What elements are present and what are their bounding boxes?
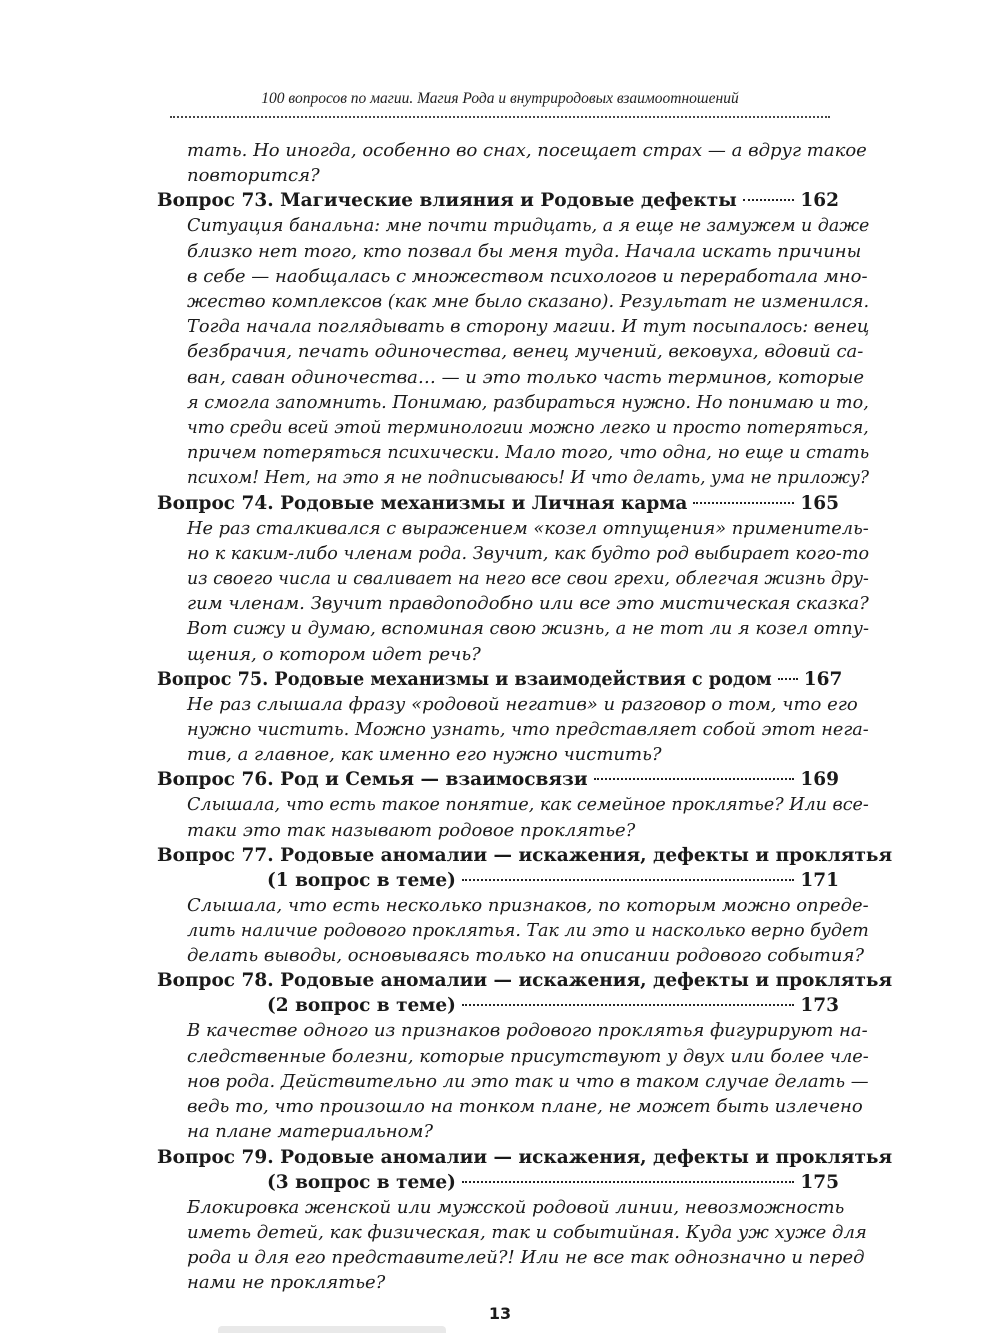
- toc-entry[interactable]: [157, 1145, 893, 1296]
- toc-page-number: 171: [800, 869, 839, 891]
- toc-entry[interactable]: [157, 843, 893, 969]
- desc-line: ведь то, что произошло на тонком плане, не может быть излечено: [187, 1096, 863, 1118]
- toc-leader-dots: [594, 778, 795, 780]
- desc-line: рода и для его представителей?! Или не все так однозначно и перед: [187, 1246, 865, 1268]
- desc-line: иметь детей, как физическая, так и событийная. Куда уж хуже для: [187, 1221, 867, 1243]
- toc-entry-subtitle-line[interactable]: [157, 868, 839, 893]
- toc-entry-subtitle: (2 вопрос в теме): [267, 995, 456, 1017]
- desc-line: тать. Но иногда, особенно во снах, посещает страх — а вдруг такое: [187, 140, 867, 161]
- toc-entry[interactable]: [157, 667, 869, 768]
- toc-entry-description: [157, 893, 869, 969]
- desc-line: В качестве одного из признаков родового проклятья фигурируют на-: [187, 1020, 868, 1042]
- toc-entry-title: Вопрос 77. Родовые аномалии — искажения, дефекты и проклятья: [157, 844, 893, 866]
- desc-line: близко нет того, кто позвал бы меня туда. Начала искать причины: [187, 240, 862, 262]
- desc-line: нами не проклятье?: [187, 1272, 386, 1294]
- header-dotted-rule: [170, 116, 830, 118]
- toc-entry-title: Вопрос 78. Родовые аномалии — искажения, дефекты и проклятья: [157, 970, 893, 992]
- desc-line: Слышала, что есть несколько признаков, по которым можно опреде-: [187, 894, 869, 916]
- toc-entry-subtitle: (3 вопрос в теме): [267, 1171, 456, 1193]
- toc-entry-description: [157, 1195, 867, 1296]
- table-of-contents: [157, 138, 893, 1295]
- toc-page-number: 169: [800, 769, 839, 791]
- toc-entry-description: [157, 792, 869, 842]
- desc-line: тив, а главное, как именно его нужно чистить?: [187, 744, 662, 766]
- desc-line: повторится?: [187, 165, 320, 187]
- desc-line: нов рода. Действительно ли это так и что в таком случае делать —: [187, 1070, 869, 1092]
- toc-entry-subtitle: (1 вопрос в теме): [267, 869, 456, 891]
- toc-entry-title-line[interactable]: [157, 843, 893, 868]
- desc-line: жество комплексов (как мне было сказано). Результат не изменился.: [187, 291, 870, 313]
- page-number: 13: [488, 1304, 512, 1323]
- desc-line: психом! Нет, на это я не подписываюсь! И что делать, ума не приложу?: [187, 467, 869, 489]
- toc-entry[interactable]: [157, 968, 893, 1144]
- toc-entry-title-line[interactable]: [157, 1145, 893, 1170]
- desc-line: Вот сижу и думаю, вспоминая свою жизнь, а не тот ли я козел отпу-: [187, 618, 869, 640]
- toc-entry-title: Вопрос 76. Род и Семья — взаимосвязи: [157, 769, 588, 791]
- toc-page-number: 165: [800, 492, 839, 514]
- desc-line: следственные болезни, которые присутствуют у двух или более чле-: [187, 1045, 869, 1067]
- desc-line: ван, саван одиночества… — и это только часть терминов, которые: [187, 366, 865, 388]
- toc-page-number: 175: [800, 1171, 839, 1193]
- toc-leader-dots: [462, 1004, 794, 1006]
- desc-line: что среди всей этой терминологии можно легко и просто потеряться,: [187, 417, 869, 439]
- desc-line: Тогда начала поглядывать в сторону магии. И тут посыпалось: венец: [187, 316, 870, 338]
- toc-entry-title: Вопрос 75. Родовые механизмы и взаимодействия с родом: [157, 668, 772, 690]
- desc-line: Блокировка женской или мужской родовой линии, невозможность: [187, 1196, 845, 1218]
- toc-entry-title-line[interactable]: [157, 767, 839, 792]
- toc-entry-title: Вопрос 74. Родовые механизмы и Личная карма: [157, 492, 688, 514]
- desc-line: нужно чистить. Можно узнать, что представляет собой этот нега-: [187, 719, 869, 741]
- toc-entry-description: [157, 692, 869, 768]
- toc-entry-title: Вопрос 73. Магические влияния и Родовые дефекты: [157, 190, 737, 212]
- toc-page-number: 167: [803, 668, 843, 690]
- toc-entry-subtitle-line[interactable]: [157, 993, 839, 1018]
- desc-line: щения, о котором идет речь?: [187, 643, 481, 665]
- toc-entry-title-line[interactable]: [157, 968, 893, 993]
- toc-entry[interactable]: [157, 188, 870, 490]
- desc-line: Ситуация банальна: мне почти тридцать, а я еще не замужем и даже: [187, 215, 870, 237]
- toc-leader-dots: [462, 879, 794, 881]
- scroll-indicator: [218, 1326, 446, 1333]
- desc-line: лить наличие родового проклятья. Так ли это и насколько верно будет: [187, 920, 869, 942]
- toc-entry[interactable]: [157, 767, 869, 842]
- toc-entry-description: [157, 213, 870, 490]
- desc-line: причем потеряться психически. Мало того, что одна, но еще и стать: [187, 442, 870, 464]
- desc-line: из своего числа и сваливает на него все свои грехи, облегчая жизнь дру-: [187, 568, 869, 590]
- toc-page-number: 173: [800, 995, 839, 1017]
- desc-line: Не раз слышала фразу «родовой негатив» и разговор о том, что его: [187, 693, 858, 715]
- desc-line: гим членам. Звучит правдоподобно или все это мистическая сказка?: [187, 593, 869, 615]
- toc-leader-dots: [743, 199, 795, 201]
- desc-line: таки это так называют родовое проклятье?: [187, 819, 636, 841]
- desc-line: но к каким-либо членам рода. Звучит, как будто род выбирает кого-то: [187, 542, 870, 564]
- desc-line: Слышала, что есть такое понятие, как семейное проклятье? Или все-: [187, 794, 869, 816]
- toc-leader-dots: [778, 678, 798, 680]
- toc-entry-description: [157, 1018, 869, 1144]
- desc-line: Не раз сталкивался с выражением «козел отпущения» применитель-: [187, 517, 869, 539]
- toc-leader-dots: [462, 1181, 794, 1183]
- toc-entry-title-line[interactable]: [157, 491, 839, 516]
- desc-line: на плане материальном?: [187, 1121, 434, 1143]
- toc-entry-title-line[interactable]: [157, 667, 843, 692]
- toc-entry-description: [157, 516, 870, 667]
- desc-line: делать выводы, основываясь только на описании родового события?: [187, 945, 865, 967]
- toc-leader-dots: [693, 502, 794, 504]
- desc-line: я смогла запомнить. Понимаю, разбираться нужно. Но понимаю и то,: [187, 391, 869, 413]
- intro-continuation: [157, 138, 867, 188]
- toc-entry[interactable]: [157, 491, 870, 667]
- running-head: 100 вопросов по магии. Магия Рода и внутриродовых взаимоотношений: [261, 90, 739, 107]
- toc-page-number: 162: [800, 190, 839, 212]
- toc-entry-title: Вопрос 79. Родовые аномалии — искажения, дефекты и проклятья: [157, 1146, 893, 1168]
- toc-entry-subtitle-line[interactable]: [157, 1170, 839, 1195]
- desc-line: безбрачия, печать одиночества, венец мучений, вековуха, вдовий са-: [187, 341, 864, 363]
- desc-line: в себе — наобщалась с множеством психологов и переработала мно-: [187, 265, 868, 287]
- toc-entry-title-line[interactable]: [157, 188, 839, 213]
